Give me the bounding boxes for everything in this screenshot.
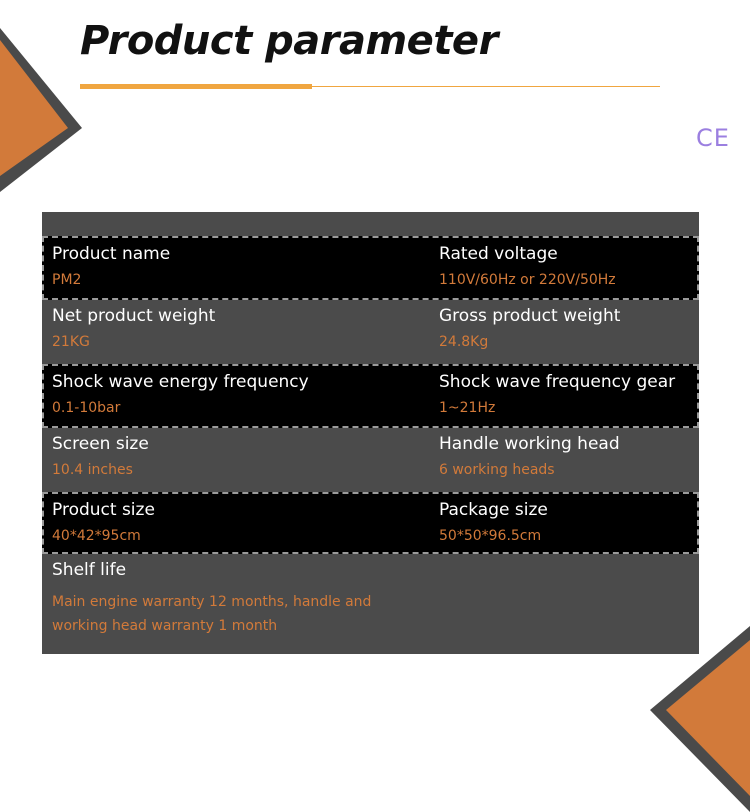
table-cell <box>439 494 694 552</box>
param-label: Product name <box>52 244 171 264</box>
title-accent-bar <box>80 84 312 89</box>
table-cell <box>52 300 432 364</box>
table-cell <box>439 238 694 298</box>
param-value: 40*42*95cm <box>52 528 141 544</box>
param-value: 21KG <box>52 334 90 350</box>
param-value: 10.4 inches <box>52 462 133 478</box>
param-label: Rated voltage <box>439 244 558 264</box>
table-cell <box>52 494 432 552</box>
param-value: 50*50*96.5cm <box>439 528 542 544</box>
param-value: 1~21Hz <box>439 400 496 416</box>
table-cell <box>52 554 432 654</box>
table-cell <box>52 366 432 426</box>
param-value: 24.8Kg <box>439 334 489 350</box>
param-label: Shock wave energy frequency <box>52 372 309 392</box>
param-value: PM2 <box>52 272 82 288</box>
table-cell <box>439 428 694 492</box>
param-label: Shock wave frequency gear <box>439 372 676 392</box>
ce-certification-mark: CE <box>696 124 730 152</box>
param-value: 110V/60Hz or 220V/50Hz <box>439 272 616 288</box>
table-cell <box>52 428 432 492</box>
param-label: Package size <box>439 500 548 520</box>
table-row <box>42 428 699 492</box>
param-label: Gross product weight <box>439 306 621 326</box>
page-title: Product parameter <box>80 18 498 64</box>
param-label: Shelf life <box>52 560 127 580</box>
table-row <box>42 300 699 364</box>
table-row <box>42 492 699 554</box>
param-label: Screen size <box>52 434 149 454</box>
table-cell <box>439 366 694 426</box>
param-label: Handle working head <box>439 434 620 454</box>
table-row <box>42 554 699 654</box>
parameter-table <box>42 212 699 654</box>
param-label: Product size <box>52 500 155 520</box>
param-label: Net product weight <box>52 306 216 326</box>
table-row <box>42 236 699 300</box>
table-cell <box>52 238 432 298</box>
param-value: Main engine warranty 12 months, handle and working head warranty 1 month <box>52 594 372 634</box>
table-row <box>42 364 699 428</box>
table-cell <box>439 300 694 364</box>
param-value: 6 working heads <box>439 462 555 478</box>
param-value: 0.1-10bar <box>52 400 121 416</box>
